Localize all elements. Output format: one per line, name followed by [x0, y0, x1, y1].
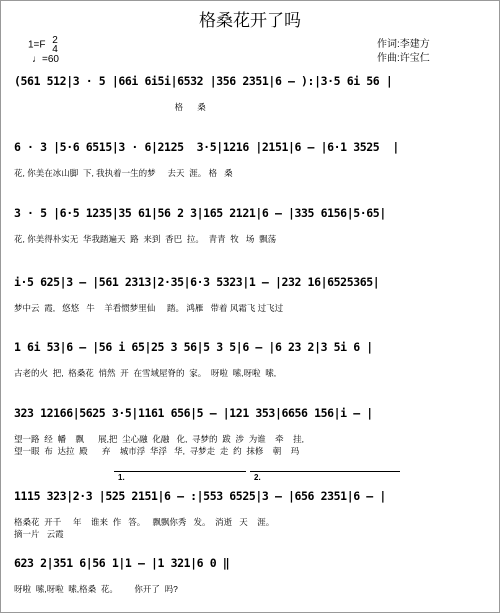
score-row-8 [14, 556, 486, 594]
lyric-line: 格桑花 开千 年 谁来 作 答。 飘飘你秀 发。 消逝 天 涯。 [14, 517, 275, 527]
score-row-1 [14, 74, 486, 112]
notation-line: i·5 625|3 – |561 2313|2·35|6·3 5323|1 – |232 16|6525365| [14, 275, 380, 289]
song-title: 格桑花开了吗 [199, 11, 301, 31]
lyric-line: 呀啦 嗦,呀啦 嗦,格桑 花。 你开了 吗? [14, 584, 178, 594]
score-row-3 [14, 206, 486, 244]
time-denominator: 4 [52, 44, 58, 55]
time-numerator: 2 [52, 35, 58, 46]
score-row-7 [14, 489, 486, 539]
lyric-line: 摘一片 云霞 [14, 529, 64, 539]
composer: 作曲:许宝仁 [377, 53, 430, 64]
lyricist: 作词:李建方 [377, 39, 430, 50]
notation-line: 1115 323|2·3 |525 2151|6 – :|553 6525|3 – |656 2351|6 – | [14, 489, 386, 503]
tempo-mark: ♩=60 [32, 54, 59, 65]
score-row-2 [14, 140, 486, 178]
notation-line: 3 · 5 |6·5 1235|35 61|56 2 3|165 2121|6 – |335 6156|5·65| [14, 206, 386, 220]
lyric-line: 梦中云 霞, 悠悠 牛 羊看惯梦里仙 踏。 鸿雁 带着 风霜飞 过飞过 [14, 303, 284, 313]
score-row-4 [14, 275, 486, 313]
lyric-line: 花, 你美得朴实无 华我踏遍天 路 来到 香巴 拉。 青青 牧 场 飘荡 [14, 234, 277, 244]
score-row-5 [14, 340, 486, 378]
second-ending-bracket [250, 471, 400, 472]
lyric-line: 花, 你美在冰山脚 下, 我执着一生的梦 去天 涯。 格 桑 [14, 168, 233, 178]
notation-line: 1 6i 53|6 – |56 i 65|25 3 56|5 3 5|6 – |6 23 2|3 5i 6 | [14, 340, 373, 354]
lyric-line: 古老的火 把, 格桑花 悄然 开 在雪域屋脊的 家。 呀啦 嗦,呀啦 嗦, [14, 368, 277, 378]
notation-line: (561 512|3 · 5 |66i 6i5i|6532 |356 2351|6 – ):|3·5 6i 56 | [14, 74, 393, 88]
first-ending-bracket [114, 471, 246, 472]
notation-line: 623 2|351 6|56 1|1 – |1 321|6 0 ‖ [14, 556, 230, 570]
score-row-6 [14, 406, 486, 456]
notation-line: 6 · 3 |5·6 6515|3 · 6|2125 3·5|1216 |2151|6 – |6·1 3525 | [14, 140, 399, 154]
first-ending: 1. [118, 473, 125, 482]
key-signature [28, 36, 59, 66]
notation-line: 323 12166|5625 3·5|1161 656|5 – |121 353|6656 156|i – | [14, 406, 373, 420]
lyric-line: 望一眼 布 达拉 殿 弃 城市浮 华浮 华, 寻梦走 走 约 抹修 朝 玛 [14, 446, 300, 456]
credits [377, 38, 430, 66]
lyric-line: 望一路 经 幡 飘 展,把 尘心融 化融 化, 寻梦的 跋 涉 为谁 牵 挂, [14, 434, 304, 444]
lyric-line: 格 桑 [14, 102, 206, 112]
second-ending: 2. [254, 473, 261, 482]
key-label: 1=F 2 4 [28, 35, 58, 55]
